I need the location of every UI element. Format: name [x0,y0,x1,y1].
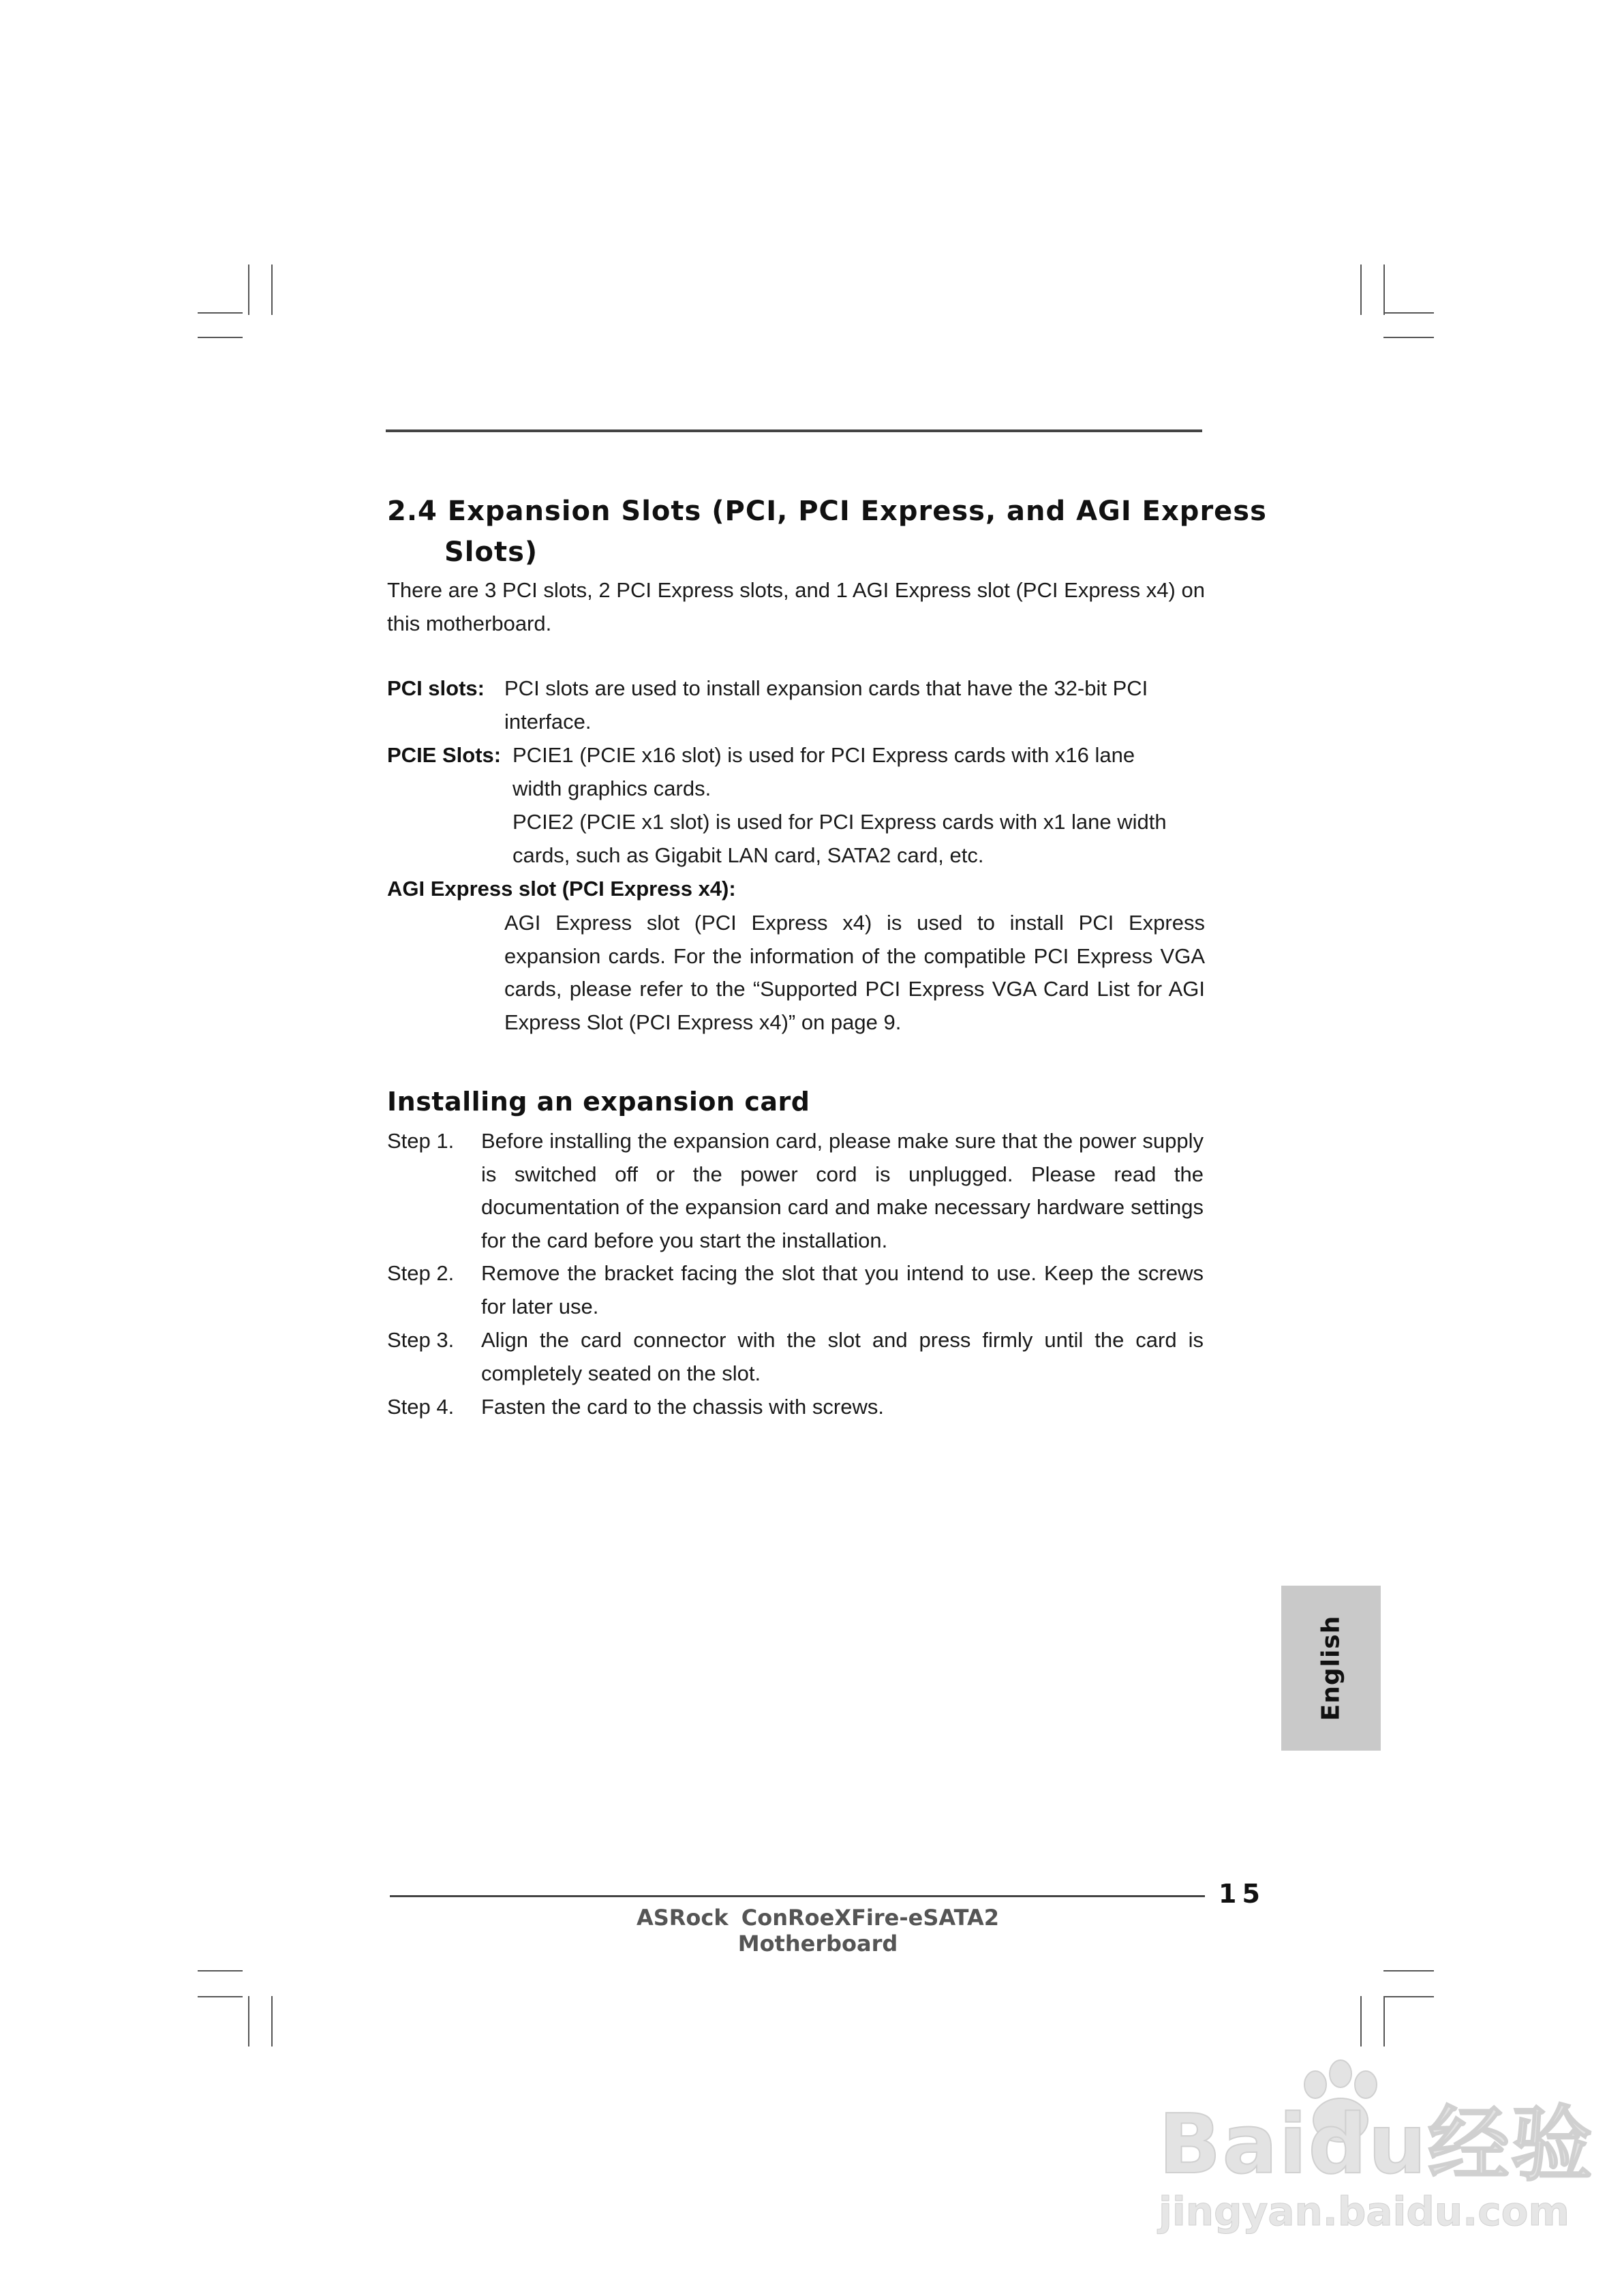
pcie1-text-content: PCIE1 (PCIE x16 slot) is used for PCI Express cards with x16 lane width graphics cards. [512,743,1135,800]
crop-mark [248,1996,249,2046]
crop-mark [1383,1970,1434,1972]
step-text: Align the card connector with the slot and press firmly until the card is completely seated on the slot. [481,1328,1204,1385]
agi-slot-text: AGI Express slot (PCI Express x4) is used to install PCI Express expansion cards. For the information of the compatible PCI Express VGA cards, please refer to the “Supported PCI Express VGA Card List for AGI Express Slot (PCI Express x4)” on page 9. [504,911,1205,1034]
pcie-slots-label: PCIE Slots: [387,743,502,767]
step-number: Step 3. [387,1328,455,1352]
page-number: 15 [1219,1879,1266,1909]
footer-rule [390,1895,1205,1897]
intro-paragraph: There are 3 PCI slots, 2 PCI Express slots, and 1 AGI Express slot (PCI Express x4) on this motherboard. [387,578,1205,635]
crop-mark [198,1996,243,1997]
crop-mark [248,265,249,315]
install-heading: Installing an expansion card [387,1087,810,1117]
step-text: Before installing the expansion card, please make sure that the power supply is switched off or the power cord is unplugged. Please read the documentation of the expansion card and make necessary hardware settings for the card before you start the installation. [481,1129,1204,1252]
section-heading [387,491,1267,573]
watermark-url: jingyan.baidu.com [1159,2188,1570,2235]
pci-slots-text: PCI slots are used to install expansion cards that have the 32-bit PCI interface. [504,676,1148,734]
crop-mark [271,1996,273,2046]
section-heading-line1: 2.4 Expansion Slots (PCI, PCI Express, and AGI Express [387,496,1267,527]
crop-mark [1383,312,1434,314]
section-heading-line2: Slots) [444,537,538,568]
crop-mark [198,1970,243,1972]
pcie2-text-content: PCIE2 (PCIE x1 slot) is used for PCI Express cards with x1 lane width cards, such as Gigabit LAN card, SATA2 card, etc. [512,810,1167,867]
step-text: Remove the bracket facing the slot that you intend to use. Keep the screws for later use. [481,1261,1204,1318]
crop-mark [1360,1996,1362,2046]
step-number: Step 4. [387,1395,455,1419]
crop-mark [1383,337,1434,338]
pci-slots-label: PCI slots: [387,676,485,700]
step-text: Fasten the card to the chassis with screws. [481,1395,884,1419]
footer-text: ASRock ConRoeXFire-eSATA2 Motherboard [636,1905,1000,1957]
header-rule [386,429,1202,432]
step-number: Step 1. [387,1129,455,1153]
language-tab-label: English [1317,1615,1345,1721]
crop-mark [198,312,243,314]
pcie1-text [512,739,1187,805]
crop-mark [1383,265,1385,315]
watermark-brand: Baidu经验 [1159,2098,1594,2192]
language-tab [1281,1586,1381,1751]
crop-mark [1360,265,1362,315]
agi-slot-label: AGI Express slot (PCI Express x4): [387,877,736,901]
crop-mark [271,265,273,315]
crop-mark [1383,1996,1434,1997]
crop-mark [198,337,243,338]
crop-mark [1383,1996,1385,2046]
step-number: Step 2. [387,1261,455,1285]
pcie2-text [512,806,1167,872]
